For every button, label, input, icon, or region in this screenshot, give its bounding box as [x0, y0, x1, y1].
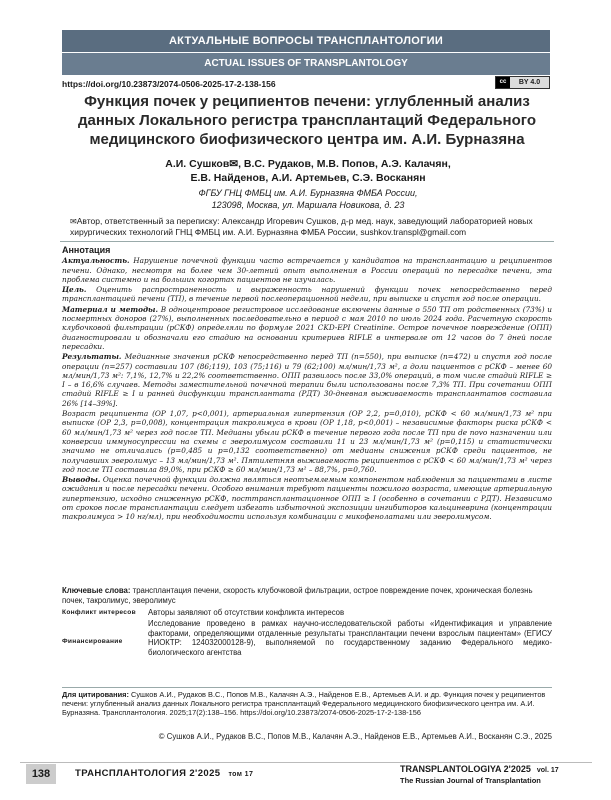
- journal-title-ru: ТРАНСПЛАНТОЛОГИЯ 2'2025: [75, 768, 221, 779]
- correspondence-text: Автор, ответственный за переписку: Александр Игоревич Сушков, д-р мед. наук, заведующий лабораторией новых хирургических технологий ГНЦ ФМБЦ им. А.И. Бурназяна ФМБА России, sushkov.transpl@gmail.com: [70, 216, 533, 237]
- footer-rule: [20, 762, 592, 763]
- authors-line-1: А.И. Сушков✉, В.С. Рудаков, М.В. Попов, А.Э. Калачян,: [165, 158, 451, 170]
- funding-row: [62, 619, 552, 657]
- funding-label: Финансирование: [62, 638, 123, 646]
- license-label: BY 4.0: [510, 77, 549, 88]
- results-label: Результаты.: [62, 352, 122, 362]
- divider: [60, 241, 554, 242]
- citation-text: Сушков А.И., Рудаков В.С., Попов М.В., Калачян А.Э., Найденов Е.В., Артемьев А.И. и др. Функция почек у реципиентов печени: углубленный анализ данных Локального регистра трансплантаций Федерального медицинского биофизического центра им. А.И. Бурназяна. Трансплантология. 2025;17(2):138–156. https://doi.org/10.23873/2074-0506-2025-17-2-138-156: [62, 690, 546, 717]
- abstract-methods: [62, 305, 552, 351]
- copyright: © Сушков А.И., Рудаков В.С., Попов М.В., Калачян А.Э., Найденов Е.В., Артемьев А.И., Восканян С.Э., 2025: [158, 732, 552, 741]
- abstract-relevance: [62, 256, 552, 284]
- funding-text: Исследование проведено в рамках научно-исследовательской работы «Идентификация и управление факторами, определяющими отдаленные результаты трансплантации печени взрослым пациентам» (ЕГИСУ НИОКТР: 124032000128-9), выполняемой по государственному заданию Федерального медико-биологического агентства: [148, 619, 552, 657]
- section-banner-ru: АКТУАЛЬНЫЕ ВОПРОСЫ ТРАНСПЛАНТОЛОГИИ: [62, 30, 550, 52]
- abstract-results: [62, 352, 552, 408]
- journal-name-ru: [75, 768, 253, 779]
- article-info: [62, 608, 552, 659]
- conclusions-text: Оценка почечной функции должна являться неотъемлемым компонентом наблюдения за пациентами в листе ожидания и после пересадки печени. Особого внимания требуют пациенты пожилого возраста, имеющие артериальную гипертензию, исходно сниженную рСКФ, посттрансплантационное ОПП ≥ I (особенно в сочетании с РДТ). Независимо от сроков после трансплантации следует избегать избыточной экспозиции ингибиторов кальциневрина (концентрации такролимуса > 10 нг/мл), при необходимости используя комбинации с микофенолатами или эверолимусом.: [62, 475, 552, 522]
- citation-label: Для цитирования:: [62, 690, 129, 699]
- conflict-text: Авторы заявляют об отсутствии конфликта интересов: [148, 608, 345, 617]
- envelope-icon: ✉: [70, 217, 77, 226]
- affiliation-line-2: 123098, Москва, ул. Маршала Новикова, д. 23: [211, 200, 405, 210]
- keywords-label: Ключевые слова:: [62, 586, 131, 595]
- authors: [70, 157, 546, 185]
- authors-line-2: Е.В. Найденов, А.И. Артемьев, С.Э. Восканян: [190, 172, 426, 184]
- article-title: Функция почек у реципиентов печени: углубленный анализ данных Локального регистра трансплантаций Федерального медицинского биофизического центра им. А.И. Бурназяна: [78, 93, 536, 148]
- journal-subtitle-en: The Russian Journal of Transplantation: [400, 776, 541, 785]
- journal-name-en: [400, 764, 559, 774]
- relevance-label: Актуальность.: [62, 256, 130, 266]
- section-banner-en: ACTUAL ISSUES OF TRANSPLANTOLOGY: [62, 53, 550, 75]
- keywords: [62, 586, 552, 605]
- abstract-heading: Аннотация: [62, 245, 111, 255]
- affiliation-line-1: ФГБУ ГНЦ ФМБЦ им. А.И. Бурназяна ФМБА России,: [198, 188, 418, 198]
- abstract-aim: [62, 285, 552, 304]
- abstract-results-2: Возраст реципиента (ОР 1,07, р<0,001), артериальная гипертензия (ОР 2,2, р=0,010), рСКФ < 60 мл/мин/1,73 м² при выписке (ОР 2,3, р=0,008), концентрация такролимуса в крови (ОР 1,18, р<0,001) – независимые факторы риска рСКФ < 60 мл/мин/1,73 м² через год после ТП. Медианы убыли рСКФ в течение первого года после ТП при de novo назначении или конверсии иммуносупрессии на схемы с эверолимусом составили 11 и 23 мл/мин/1,73 м² (р=0,115) и статистически значимо не отличались (р=0,485 и р=0,132 соответственно) от медианы снижения рСКФ среди пациентов, не получавших эверолимус – 13 мл/мин/1,73 м². Пятилетняя выживаемость реципиентов с рСКФ < 60 мл/мин/1,73 м² через год после ТП составила 89,0%, при рСКФ ≥ 60 мл/мин/1,73 м² – 88,7%, р=0,760.: [62, 409, 552, 474]
- conflict-label: Конфликт интересов: [62, 609, 136, 616]
- license-badge[interactable]: [495, 76, 550, 89]
- journal-volume-en: vol. 17: [536, 767, 559, 774]
- results-text: Медианные значения рСКФ непосредственно перед ТП (n=550), при выписке (n=472) и спустя год после операции (n=257) составили 107 (86;119), 103 (75;116) и 79 (62;100) мл/мин/1,73 м², а доли пациентов с рСКФ – менее 60 мл/мин/1,73 м²: 7,1%, 12,7% и 22,2% соответственно. ОПП развилось после 33,0% операций, в том числе стадий RIFLE ≥ I – в 16,6% случаев. Методы заместительной почечной терапии были использованы после 7,3% ТП. При сочетании ОПП стадий RIFLE ≥ I и ранней дисфункции трансплантата (РДТ) 30-дневная выживаемость трансплантатов составила 26% [14–39%].: [62, 352, 552, 408]
- methods-text: В одноцентровое регистровое исследование включены данные о 550 ТП от родственных (73%) и посмертных доноров (27%), выполненных последовательно в период с мая 2010 по июль 2024 года. Расчетную скорость клубочковой фильтрации (рСКФ) определяли по формуле 2021 CKD-EPI Creatinine. Острое почечное повреждение (ОПП) диагностировали и обозначали его стадию на основании критериев RIFLE в интервале от 12 часов до 7 дней после пересадки.: [62, 304, 552, 351]
- journal-volume-ru: том 17: [228, 771, 254, 778]
- abstract: [62, 246, 552, 523]
- citation: [62, 687, 552, 717]
- conflict-row: [62, 608, 552, 617]
- aim-text: Оценить распространенность и выраженность нарушений функции почек непосредственно перед трансплантацией печени (ТП), в течение первой послеоперационной недели, при выписке и спустя год после операции.: [62, 285, 552, 304]
- aim-label: Цель.: [62, 285, 87, 295]
- methods-label: Материал и методы.: [62, 304, 158, 314]
- conclusions-label: Выводы.: [62, 475, 101, 485]
- page-number: 138: [26, 764, 56, 784]
- cc-icon: cc: [496, 77, 510, 88]
- relevance-text: Нарушение почечной функции часто встречается у кандидатов на трансплантацию и реципиентов печени. Однако, несмотря на более чем 30-летний опыт выполнения в России операций по пересадке печени, эта проблема системно и на больших когортах пациентов не изучалась.: [62, 256, 552, 284]
- abstract-conclusions: [62, 475, 552, 521]
- correspondence: [70, 216, 550, 238]
- doi-link[interactable]: https://doi.org/10.23873/2074-0506-2025-17-2-138-156: [62, 79, 276, 89]
- journal-title-en: TRANSPLANTOLOGIYA 2'2025: [400, 764, 531, 774]
- affiliation: [70, 187, 546, 211]
- keywords-text: трансплантация печени, скорость клубочковой фильтрации, острое повреждение почек, хроническая болезнь почек, такролимус, эверолимус: [62, 586, 533, 605]
